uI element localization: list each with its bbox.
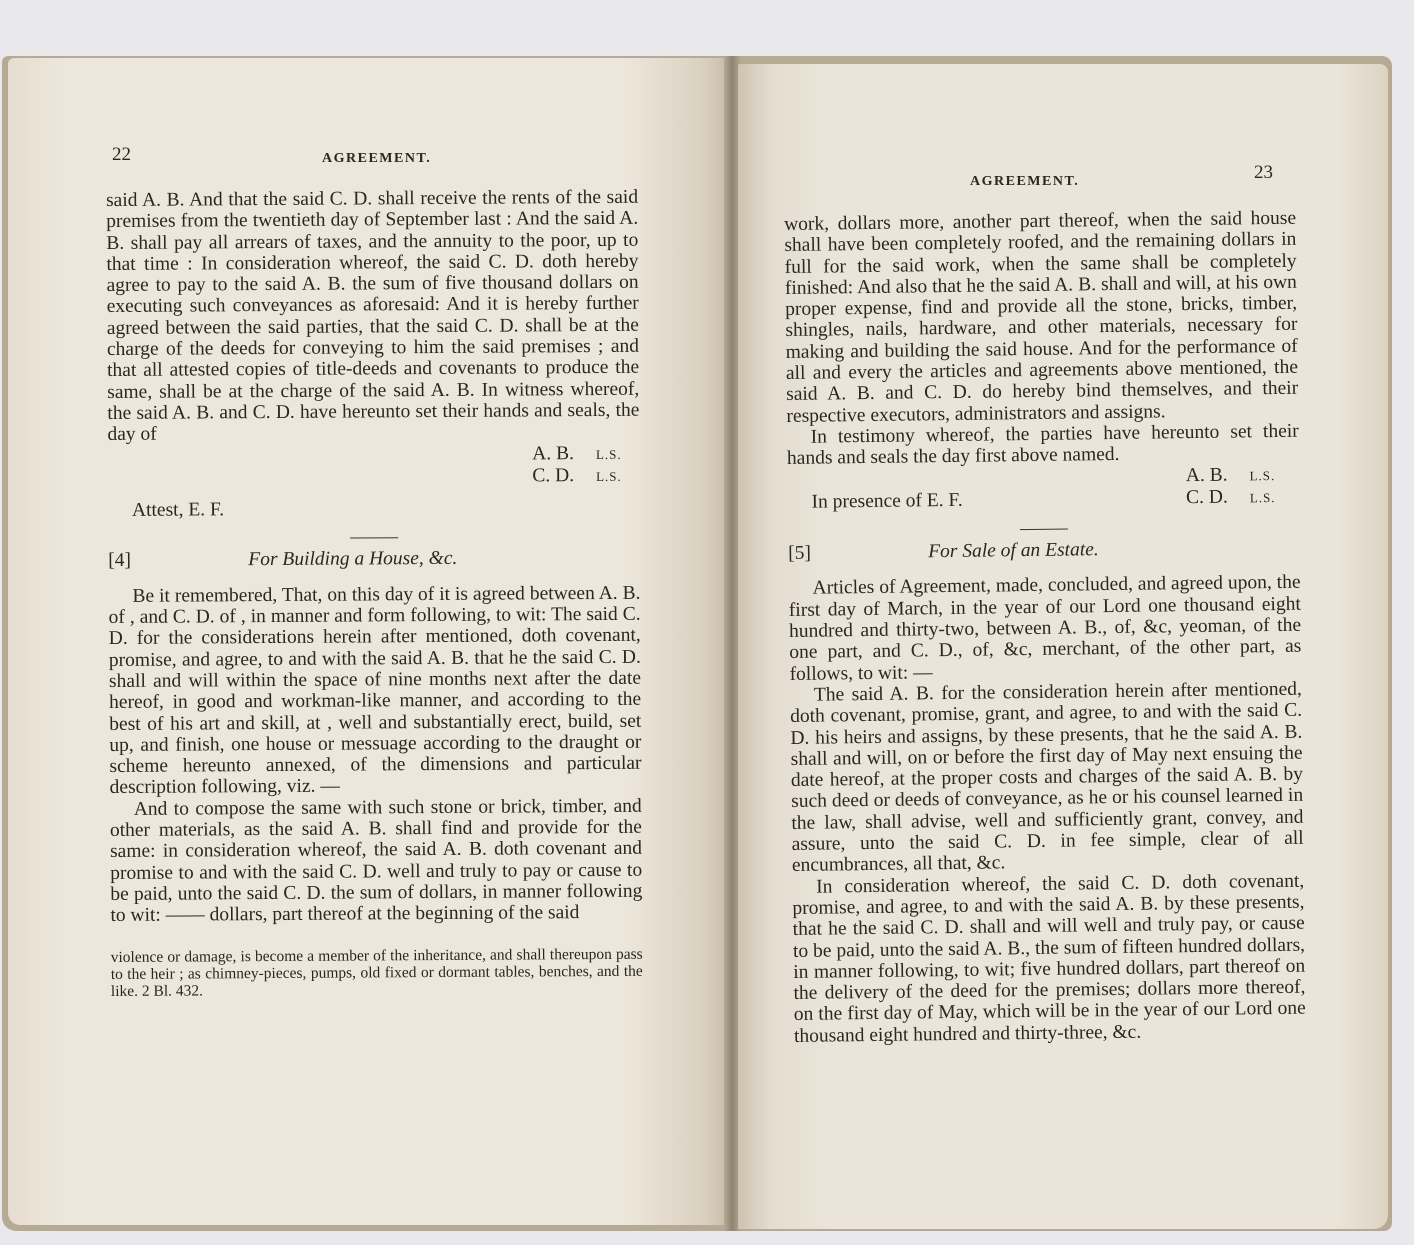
paragraph: work, dollars more, another part thereof, when the said house shall have been completely roofed, and the remaining dollars in full for the said work, when the same shall be completely finished: And also that he the said A. B. shall and will, at his own proper expense, find and provide all the stone, bricks, timber, shingles, nails, hardware, and other materials, necessary for making and building the said house. And for the performance of all and every the articles and agreements above mentioned, the said A. B. and C. D. do hereby bind themselves, and their respective executors, administrators and assigns.	[784, 207, 1299, 427]
signature-line	[108, 465, 640, 491]
paragraph: said A. B. And that the said C. D. shall receive the rents of the said premises from the twentieth day of September last : And the said A. B. shall pay all arrears of taxes, and the annuity to the poor, up to that time : In consideration whereof, the said C. D. doth hereby agree to pay to the said A. B. the sum of five thousand dollars on executing such conveyances as aforesaid: And it is hereby further agreed between the said parties, that the said C. D. shall be at the charge of the deeds for conveying to him the said premises ; and that all attested copies of title-deeds and covenants to produce the same, shall be at the charge of the said A. B. In witness whereof, the said A. B. and C. D. have hereunto set their hands and seals, the day of	[106, 186, 640, 446]
section-divider	[350, 538, 398, 539]
paragraph: Be it remembered, That, on this day of it is agreed between A. B. of , and C. D. of , in manner and form following, to wit: The said C. D. for the considerations herein after mentioned, doth covenant, promise, and agree, to and with the said A. B. that he the said C. D. shall and will within the space of nine months next after the date hereof, in good and workman-like manner, and according to the best of his art and skill, at , well and substantially erect, build, set up, and finish, one house or messuage according to the draught or scheme hereunto annexed, of the dimensions and particular description following, viz. —	[108, 582, 642, 799]
section-title: For Building a House, &c.	[248, 548, 458, 571]
right-page-text	[784, 208, 1306, 1047]
section-divider	[1020, 529, 1068, 531]
seal-mark: L.S.	[1249, 489, 1276, 506]
section-title: For Sale of an Estate.	[928, 539, 1099, 563]
left-page-text	[106, 187, 643, 1000]
paragraph: In testimony whereof, the parties have hereunto set their hands and seals the day first above named.	[786, 420, 1299, 470]
signature-line	[108, 442, 640, 468]
witness: In presence of E. F.	[811, 489, 963, 513]
footnote: violence or damage, is become a member of the inheritance, and shall thereupon pass to the heir ; as chimney-pieces, pumps, old fixed or dormant tables, benches, and the like. 2 Bl. 432.	[110, 945, 643, 1000]
signature-name: C. D.	[532, 465, 575, 487]
seal-mark: L.S.	[595, 446, 622, 462]
page-number: 23	[1254, 162, 1273, 183]
section-number: [5]	[788, 542, 812, 565]
signature-name: A. B.	[1185, 464, 1228, 486]
paragraph: The said A. B. for the consideration herein after mentioned, doth covenant, promise, grant, and agree, to and with the said C. D. his heirs and assigns, by these presents, that he the said A. B. shall and will, on or before the first day of May next ensuing the date hereof, at the proper costs and charges of the said A. B. by such deed or deeds of conveyance, as he or his counsel learned in the law, shall advise, well and sufficiently grant, convey, and assure, unto the said C. D. in fee simple, clear of all encumbrances, all that, &c.	[790, 678, 1304, 877]
page-number: 22	[112, 144, 131, 165]
signature-name: A. B.	[532, 442, 575, 464]
right-page	[738, 64, 1388, 1229]
section-number: [4]	[108, 550, 132, 572]
seal-mark: L.S.	[1249, 467, 1276, 483]
signature-name: C. D.	[1185, 486, 1228, 508]
paragraph: In consideration whereof, the said C. D. doth covenant, promise, and agree, to and with the said A. B. by these presents, that he the said C. D. shall and will well and truly pay, or cause to be paid, unto the said A. B., the sum of fifteen hundred dollars, in manner following, to wit; five hundred dollars, part thereof on the delivery of the deed for the premises; dollars more thereof, on the first day of May, which will be in the year of our Lord one thousand eight hundred and thirty-three, &c.	[792, 870, 1306, 1047]
attestation: Attest, E. F.	[131, 499, 225, 522]
open-book	[2, 56, 1392, 1231]
paragraph: And to compose the same with such stone or brick, timber, and other materials, as the said A. B. shall find and provide for the same: in consideration whereof, the said A. B. doth covenant and promise to and with the said C. D. well and truly to pay or cause to be paid, unto the said C. D. the sum of dollars, in manner following to wit: —— dollars, part thereof at the beginning of the said	[109, 795, 643, 927]
signature-line	[1186, 486, 1276, 509]
left-page	[8, 58, 726, 1225]
running-head: AGREEMENT.	[970, 174, 1080, 189]
running-head: AGREEMENT.	[322, 151, 432, 166]
paragraph: Articles of Agreement, made, concluded, and agreed upon, the first day of March, in the year of our Lord one thousand eight hundred and thirty-two, between A. B., of, &c, yeoman, of the one part, and C. D., of, &c, merchant, of the other part, as follows, to wit: —	[788, 572, 1302, 685]
seal-mark: L.S.	[596, 468, 622, 484]
